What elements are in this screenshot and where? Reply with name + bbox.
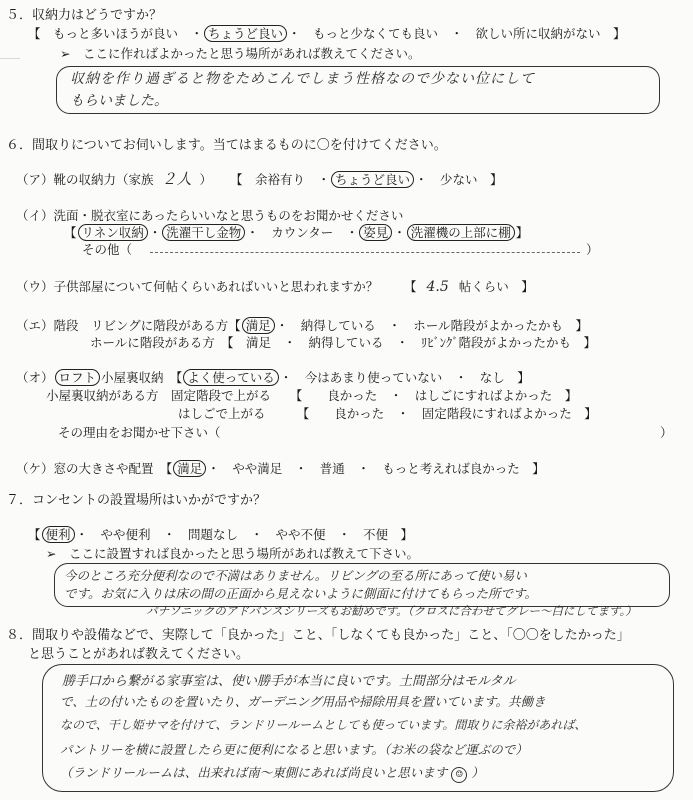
scan-artifact [0,58,20,59]
q6-i-other-close: ） [586,242,599,257]
q8-answer-line3: なので、干し姫サマを付けて、ランドリールームとしても使っています。間取りに余裕があれば、 [60,718,587,732]
q6-a-opt2: ・ 少ない 】 [415,172,503,187]
q6-e-satisfied-circled: 満足 [242,317,275,334]
q6-o-row1 [16,368,530,386]
q6-e-rest1: ・ 納得している ・ ホール階段がよかったかも 】 [275,318,589,333]
q8-title: ８．間取りや設備などで、実際して「良かった」こと、「しなくても良かった」こと、「〇〇をしたかった」 [6,628,630,643]
q6-i-drying-circled: 洗濯干し金物 [162,224,245,241]
q6-o-rest1: ・ 今はあまり使っていない ・ なし 】 [279,370,530,385]
q6-i-linen-circled: リネン収納 [78,224,148,241]
q6-i-sep3: ・ [393,225,406,240]
q6-a-just-right-circled: ちょうど良い [331,171,414,188]
q6-u-answer: 4.5 [426,279,449,295]
q7-title: ７．コンセントの設置場所はいかがですか？ [6,493,267,508]
q6-i-bracket-close: 】 [515,225,529,240]
q7-answer-line2: です。お気に入りは床の間の正面から見えないように側面に付けてもらった所です。 [64,586,538,601]
q5-answer-line1: 収納を作り過ぎると物をためこんでしまう性格なので少ない位にして [70,71,535,87]
q5-option-more: 【 もっと多いほうが良い ・ [28,26,204,41]
q8-answer-line5-close: ） [471,765,484,780]
q6-i-mirror-circled: 姿見 [359,224,392,241]
smiley-icon: ☺ [451,767,467,783]
q7-answer-line1: 今のところ充分便利なので不満はありません。リビングの至る所にあって使い易い [64,568,527,583]
q6-o-reason-label: その理由をお聞かせ下さい（ [58,425,221,440]
q6-o-often-used-circled: よく使っている [183,369,279,386]
q6-a-opt1: 【 余裕有り ・ [230,172,331,187]
q6-a-family-count: ２人 [161,170,192,188]
q6-o-row3: はしごで上がる 【 良かった ・ 固定階段にすればよかった 】 [178,406,597,421]
q8-answer-line4: パントリーを横に設置したら更に便利になると思います。（お米の袋など運ぶので） [60,742,528,757]
q6-i-options [64,223,528,241]
q8-answer-line5-text: （ランドリールームは、出来れば南〜東側にあれば尚良いと思います [60,765,448,780]
q6-o-reason-close: ） [660,425,673,440]
q5-options [28,24,626,42]
q6-i-label: （イ）洗面・脱衣室にあったらいいなと思うものをお聞かせください [16,208,404,223]
q6-e-row1 [16,316,588,334]
q6-o-row2: 小屋裏収納がある方 固定階段で上がる 【 良かった ・ はしごにすればよかった 】 [46,388,578,403]
q6-o-label: 小屋裏収納 【 [101,370,183,385]
q8-title-line2: と思うことがあれば教えてください。 [28,647,250,662]
q7-rest: ・ やや便利 ・ 問題なし ・ やや不便 ・ 不便 】 [75,527,414,542]
q6-i-shelf-circled: 洗濯機の上部に棚 [407,224,515,241]
q6-u-label: （ウ）子供部屋について何帖くらいあればいいと思われますか？ [16,279,379,294]
q5-option-just-right-circled: ちょうど良い [204,25,287,42]
q6-i-bracket-open: 【 [64,225,77,240]
q5-prompt: ➢ ここに作ればよかったと思う場所があれば教えてください。 [60,46,421,61]
q6-u-bracket: 【 [404,279,417,294]
q6-u-suffix: 帖くらい 】 [458,279,534,294]
q5-title: ５．収納力はどうですか？ [6,8,163,23]
q6-a-label: （ア）靴の収納力（家族 [16,172,154,187]
q6-i-other-line [150,252,580,253]
q8-answer-line1: 勝手口から繋がる家事室は、使い勝手が本当に良いです。土間部分はモルタル [62,674,516,689]
q7-prompt: ➢ ここに設置すれば良かったと思う場所があれば教えて下さい。 [46,546,419,561]
q6-ke-row [16,459,545,477]
q6-ke-label: （ケ）窓の大きさや配置 【 [16,461,173,476]
q6-o-prefix: （オ） [16,370,54,385]
q5-answer-line2: もらいました。 [70,93,168,109]
q6-u-answer-row [404,277,534,295]
q6-a-row [16,168,503,189]
q7-options [28,525,413,543]
q6-i-sep1: ・ [148,225,162,240]
q6-e-row2: ホールに階段がある方 【 満足 ・ 納得している ・ ﾘﾋﾞﾝｸﾞ階段がよかったかも 】 [90,335,597,350]
q5-option-rest: ・ もっと少なくても良い ・ 欲しい所に収納がない 】 [288,26,626,41]
q6-a-close: ） [199,172,213,187]
q8-answer-line5 [60,763,484,783]
q7-convenient-circled: 便利 [42,526,75,543]
q6-title: ６．間取りについてお伺いします。当てはまるものに〇を付けてください。 [6,138,447,153]
q6-ke-rest: ・ やや満足 ・ 普通 ・ もっと考えれば良かった 】 [207,461,545,476]
q6-i-sep2: ・ カウンター ・ [246,225,359,240]
q6-i-other: その他（ [82,242,133,257]
q6-e-label: （エ）階段 リビングに階段がある方【 [16,318,241,333]
q7-answer-line3: パナソニックのアドバンスシリーズもお勧めです。（クロスに合わせてグレー〜白にしてます。） [146,604,637,618]
q8-answer-line2: で、土の付いたものを置いたり、ガーデニング用品や掃除用具を置いています。共働き [60,694,546,709]
q7-open: 【 [28,527,41,542]
q6-ke-satisfied-circled: 満足 [173,460,206,477]
q6-o-loft-circled: ロフト [55,369,101,386]
